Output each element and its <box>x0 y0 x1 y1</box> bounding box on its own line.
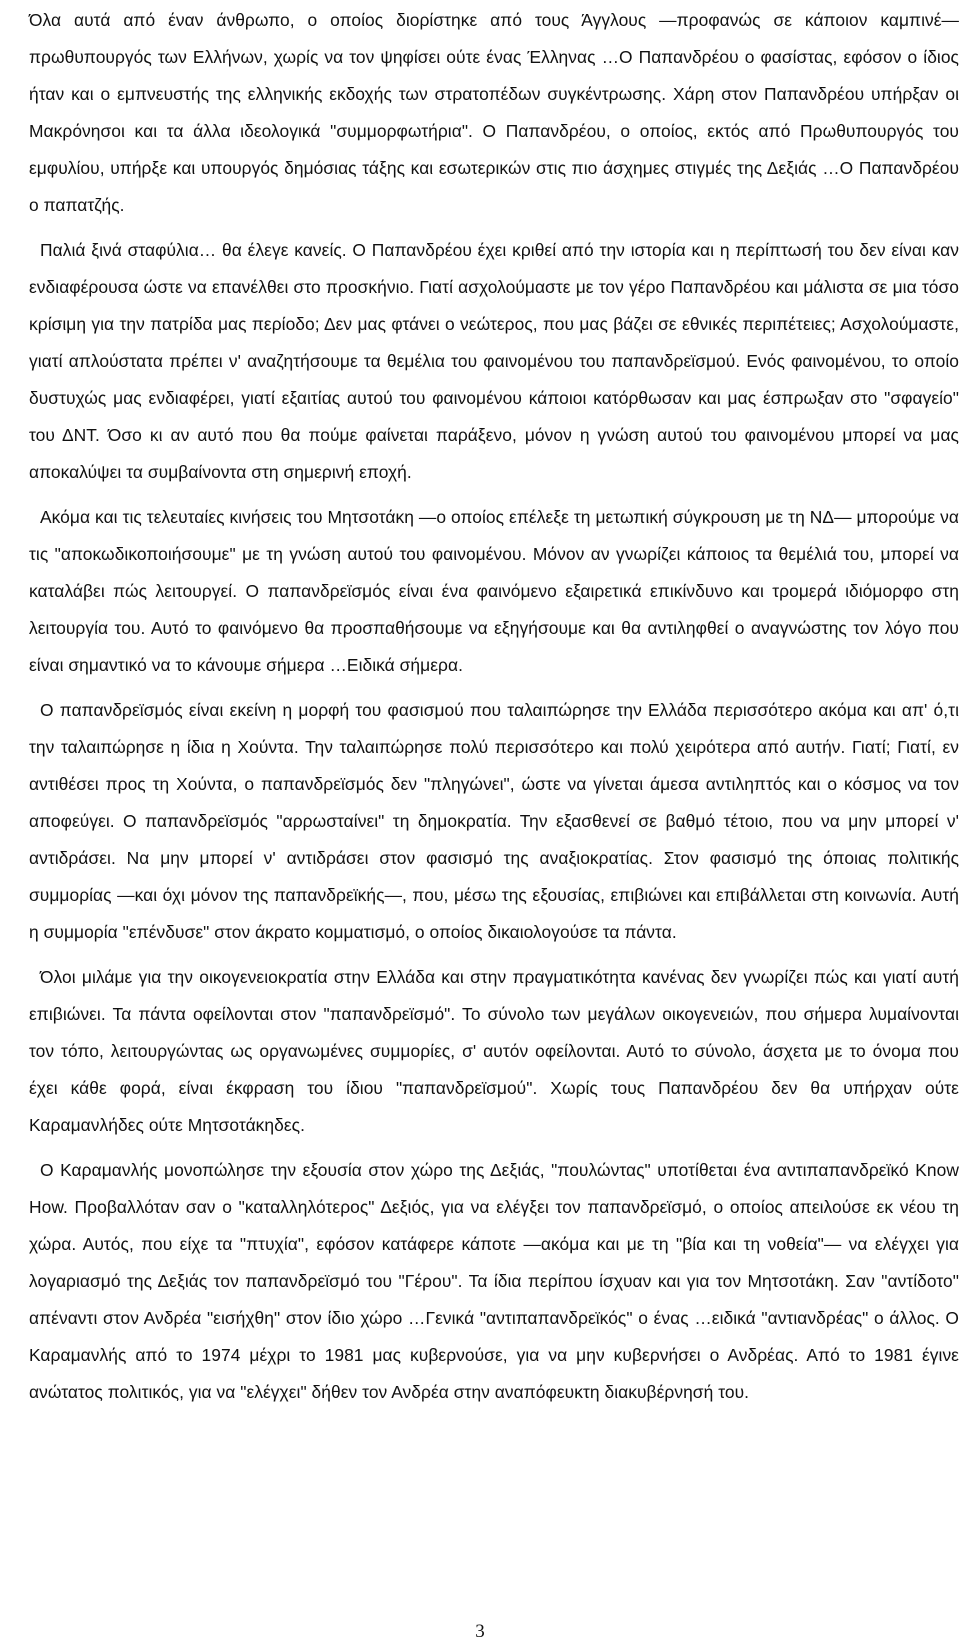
paragraph: Ακόμα και τις τελευταίες κινήσεις του Μητσοτάκη —ο οποίος επέλεξε τη μετωπική σύγκρουση με τη ΝΔ— μπορούμε να τις "αποκωδικοποιήσουμε" με τη γνώση αυτού του φαινομένου. Μόνον αν γνωρίζει κάποιος τα θεμέλιά του, μπορεί να καταλάβει πώς λειτουργεί. Ο παπανδρεϊσμός είναι ένα φαινόμενο εξαιρετικά επικίνδυνο και τρομερά ιδιόμορφο στη λειτουργία του. Αυτό το φαινόμενο θα προσπαθήσουμε να εξηγήσουμε και θα αντιληφθεί ο αναγνώστης τον λόγο που είναι σημαντικό να το κάνουμε σήμερα …Ειδικά σήμερα. <box>29 507 959 675</box>
paragraph: Παλιά ξινά σταφύλια… θα έλεγε κανείς. Ο Παπανδρέου έχει κριθεί από την ιστορία και η περίπτωσή του δεν είναι καν ενδιαφέρουσα ώστε να επανέλθει στο προσκήνιο. Γιατί ασχολούμαστε με τον γέρο Παπανδρέου και μάλιστα σε μια τόσο κρίσιμη για την πατρίδα μας περίοδο; Δεν μας φτάνει ο νεώτερος, που μας βάζει σε εθνικές περιπέτειες; Ασχολούμαστε, γιατί απλούστατα πρέπει ν' αναζητήσουμε τα θεμέλια του φαινομένου του παπανδρεϊσμού. Ενός φαινομένου, το οποίο δυστυχώς μας ενδιαφέρει, γιατί εξαιτίας αυτού του φαινομένου κάποιοι κατόρθωσαν και μας έσπρωξαν στο "σφαγείο" του ΔΝΤ. Όσο κι αν αυτό που θα πούμε φαίνεται παράξενο, μόνον η γνώση αυτού του φαινομένου μπορεί να μας αποκαλύψει τα συμβαίνοντα στη σημερινή εποχή. <box>29 240 959 482</box>
page-number: 3 <box>475 1621 485 1642</box>
paragraph: Όλα αυτά από έναν άνθρωπο, ο οποίος διορίστηκε από τους Άγγλους —προφανώς σε κάποιον καμπινέ— πρωθυπουργός των Ελλήνων, χωρίς να τον ψηφίσει ούτε ένας Έλληνας …Ο Παπανδρέου ο φασίστας, εφόσον ο ίδιος ήταν και ο εμπνευστής της ελληνικής εκδοχής των στρατοπέδων συγκέντρωσης. Χάρη στον Παπανδρέου υπήρξαν οι Μακρόνησοι και τα άλλα ιδεολογικά "συμμορφωτήρια". Ο Παπανδρέου, ο οποίος, εκτός από Πρωθυπουργός του εμφυλίου, υπήρξε και υπουργός δημόσιας τάξης και εσωτερικών στις πιο άσχημες στιγμές της Δεξιάς …Ο Παπανδρέου ο παπατζής. <box>29 10 959 215</box>
paragraph: Όλοι μιλάμε για την οικογενειοκρατία στην Ελλάδα και στην πραγματικότητα κανένας δεν γνωρίζει πώς και γιατί αυτή επιβιώνει. Τα πάντα οφείλονται στον "παπανδρεϊσμό". Το σύνολο των μεγάλων οικογενειών, που σήμερα λυμαίνονται τον τόπο, λειτουργώντας ως οργανωμένες συμμορίες, σ' αυτόν οφείλονται. Αυτό το σύνολο, άσχετα με το όνομα που έχει κάθε φορά, είναι έκφραση του ίδιου "παπανδρεϊσμού". Χωρίς τους Παπανδρέου δεν θα υπήρχαν ούτε Καραμανλήδες ούτε Μητσοτάκηδες. <box>29 967 959 1135</box>
paragraph: Ο Καραμανλής μονοπώλησε την εξουσία στον χώρο της Δεξιάς, "πουλώντας" υποτίθεται ένα αντιπαπανδρεϊκό Know How. Προβαλλόταν σαν ο "καταλληλότερος" Δεξιός, για να ελέγξει τον παπανδρεϊσμό, ο οποίος απειλούσε εκ νέου τη χώρα. Αυτός, που είχε τα "πτυχία", εφόσον κατάφερε κάποτε —ακόμα και με τη "βία και τη νοθεία"— να ελέγχει για λογαριασμό της Δεξιάς τον παπανδρεϊσμό του "Γέρου". Τα ίδια περίπου ίσχυαν και για τον Μητσοτάκη. Σαν "αντίδοτο" απέναντι στον Ανδρέα "εισήχθη" στον ίδιο χώρο …Γενικά "αντιπαπανδρεϊκός" ο ένας …ειδικά "αντιανδρέας" ο άλλος. Ο Καραμανλής από το 1974 μέχρι το 1981 μας κυβερνούσε, για να μην κυβερνήσει ο Ανδρέας. Από το 1981 έγινε ανώτατος πολιτικός, για να "ελέγχει" δήθεν τον Ανδρέα στην αναπόφευκτη διακυβέρνησή του. <box>29 1160 959 1402</box>
document-body <box>29 2 959 1419</box>
paragraph: Ο παπανδρεϊσμός είναι εκείνη η μορφή του φασισμού που ταλαιπώρησε την Ελλάδα περισσότερο ακόμα και απ' ό,τι την ταλαιπώρησε η ίδια η Χούντα. Την ταλαιπώρησε πολύ περισσότερο και πολύ χειρότερα από αυτήν. Γιατί; Γιατί, εν αντιθέσει προς τη Χούντα, ο παπανδρεϊσμός δεν "πληγώνει", ώστε να γίνεται άμεσα αντιληπτός και ο κόσμος να τον αποφεύγει. Ο παπανδρεϊσμός "αρρωσταίνει" τη δημοκρατία. Την εξασθενεί σε βαθμό τέτοιο, που να μην μπορεί ν' αντιδράσει. Να μην μπορεί ν' αντιδράσει στον φασισμό της αναξιοκρατίας. Στον φασισμό της όποιας πολιτικής συμμορίας —και όχι μόνον της παπανδρεϊκής—, που, μέσω της εξουσίας, επιβιώνει και επιβάλλεται στη κοινωνία. Αυτή η συμμορία "επένδυσε" στον άκρατο κομματισμό, ο οποίος δικαιολογούσε τα πάντα. <box>29 700 959 942</box>
